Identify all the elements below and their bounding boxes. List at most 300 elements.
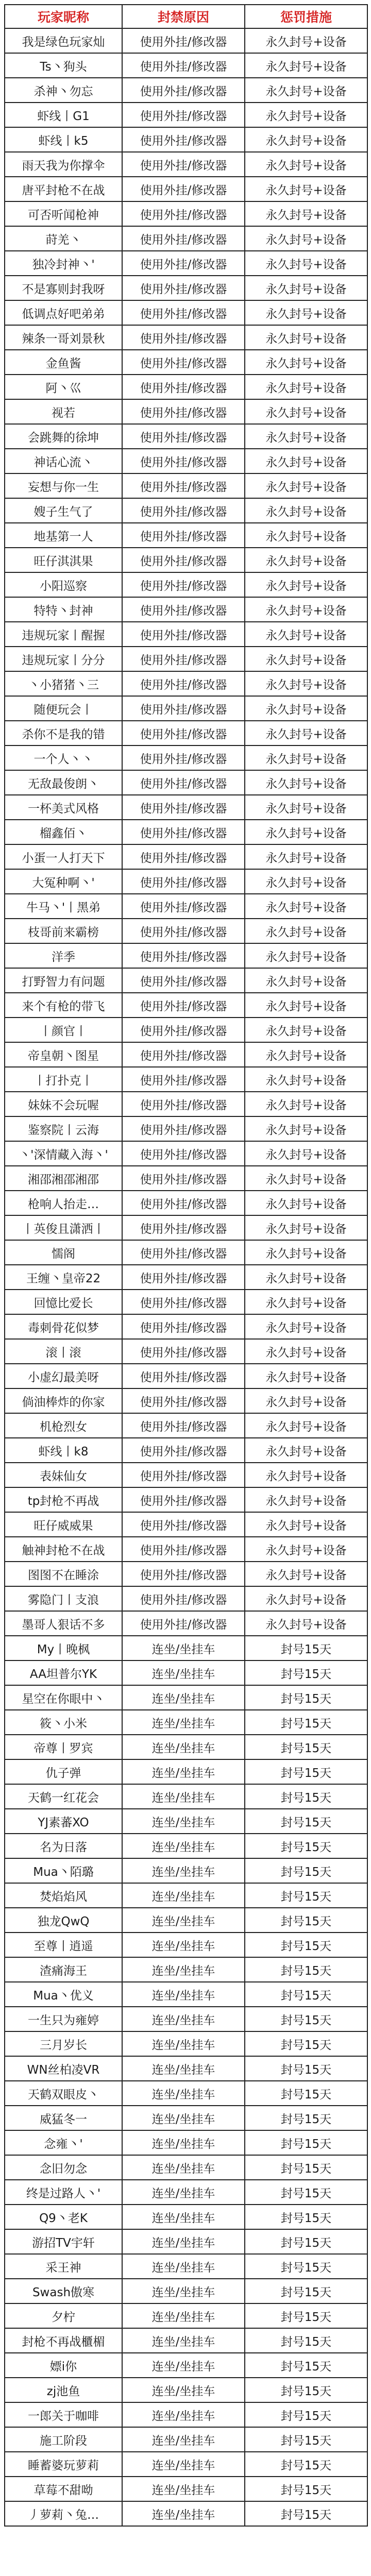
table-row [5, 399, 367, 424]
penalty-cell: 封号15天 [245, 2254, 367, 2279]
penalty-cell: 永久封号+设备 [245, 572, 367, 597]
penalty-cell: 封号15天 [245, 2229, 367, 2254]
table-row [5, 1858, 367, 1883]
player-name-cell: Mua丶陌璐 [5, 1858, 122, 1883]
penalty-cell: 永久封号+设备 [245, 1438, 367, 1463]
player-name-cell: 星空在你眼中丶 [5, 1685, 122, 1710]
table-row [5, 226, 367, 251]
player-name-cell: 来个有枪的带飞 [5, 993, 122, 1018]
table-row [5, 745, 367, 770]
table-row [5, 28, 367, 53]
player-name-cell: 筱丶小米 [5, 1710, 122, 1735]
player-name-cell: 游招TV宇轩 [5, 2229, 122, 2254]
player-name-cell: 会跳舞的徐坤 [5, 424, 122, 449]
ban-reason-cell: 使用外挂/修改器 [122, 325, 245, 350]
table-row [5, 1215, 367, 1240]
ban-reason-cell: 使用外挂/修改器 [122, 1092, 245, 1116]
ban-reason-cell: 使用外挂/修改器 [122, 696, 245, 721]
player-name-cell: 丨英俊且潇洒丨 [5, 1215, 122, 1240]
player-name-cell: 睡蓄婆玩萝莉 [5, 2452, 122, 2477]
table-row [5, 350, 367, 375]
ban-reason-cell: 使用外挂/修改器 [122, 1116, 245, 1141]
player-name-cell: Swash傲寒 [5, 2279, 122, 2303]
ban-reason-cell: 使用外挂/修改器 [122, 671, 245, 696]
penalty-cell: 永久封号+设备 [245, 1586, 367, 1611]
player-name-cell: 小阳巡察 [5, 572, 122, 597]
penalty-cell: 永久封号+设备 [245, 78, 367, 103]
table-row [5, 523, 367, 548]
ban-reason-cell: 使用外挂/修改器 [122, 152, 245, 177]
penalty-cell: 永久封号+设备 [245, 201, 367, 226]
penalty-cell: 永久封号+设备 [245, 795, 367, 820]
table-row [5, 1364, 367, 1388]
penalty-cell: 封号15天 [245, 2303, 367, 2328]
table-row [5, 647, 367, 671]
penalty-cell: 封号15天 [245, 1784, 367, 1809]
penalty-cell: 封号15天 [245, 2427, 367, 2452]
ban-reason-cell: 连坐/坐挂车 [122, 1834, 245, 1858]
player-name-cell: zj池鱼 [5, 2378, 122, 2402]
penalty-cell: 封号15天 [245, 1834, 367, 1858]
ban-reason-cell: 连坐/坐挂车 [122, 2081, 245, 2106]
player-name-cell: 至尊丨逍遥 [5, 1933, 122, 1957]
penalty-cell: 永久封号+设备 [245, 449, 367, 473]
table-row [5, 622, 367, 647]
player-name-cell: 一生只为雍婷 [5, 2007, 122, 2031]
penalty-cell: 永久封号+设备 [245, 1339, 367, 1364]
penalty-cell: 永久封号+设备 [245, 1364, 367, 1388]
table-row [5, 1413, 367, 1438]
table-row [5, 894, 367, 919]
player-name-cell: 不是寡则封我呀 [5, 276, 122, 300]
player-name-cell: 渣痛海王 [5, 1957, 122, 1982]
penalty-cell: 永久封号+设备 [245, 869, 367, 894]
table-row [5, 2303, 367, 2328]
penalty-cell: 封号15天 [245, 1660, 367, 1685]
ban-reason-cell: 连坐/坐挂车 [122, 1710, 245, 1735]
ban-reason-cell: 使用外挂/修改器 [122, 424, 245, 449]
ban-reason-cell: 连坐/坐挂车 [122, 2303, 245, 2328]
ban-reason-cell: 使用外挂/修改器 [122, 1413, 245, 1438]
table-row [5, 2328, 367, 2353]
ban-reason-cell: 连坐/坐挂车 [122, 2007, 245, 2031]
ban-reason-cell: 使用外挂/修改器 [122, 1265, 245, 1290]
ban-reason-cell: 连坐/坐挂车 [122, 2477, 245, 2501]
ban-reason-cell: 使用外挂/修改器 [122, 869, 245, 894]
ban-reason-cell: 使用外挂/修改器 [122, 622, 245, 647]
table-row [5, 473, 367, 498]
table-row [5, 1512, 367, 1537]
player-name-cell: 念雍丶' [5, 2130, 122, 2155]
player-name-cell: 低调点好吧弟弟 [5, 300, 122, 325]
ban-reason-cell: 使用外挂/修改器 [122, 1388, 245, 1413]
penalty-cell: 永久封号+设备 [245, 770, 367, 795]
player-name-cell: 雾隐门丨支浪 [5, 1586, 122, 1611]
header-player-name: 玩家昵称 [5, 5, 122, 28]
player-name-cell: 虾线丨G1 [5, 103, 122, 127]
penalty-cell: 永久封号+设备 [245, 943, 367, 968]
penalty-cell: 永久封号+设备 [245, 647, 367, 671]
ban-reason-cell: 使用外挂/修改器 [122, 894, 245, 919]
table-row [5, 721, 367, 745]
ban-reason-cell: 连坐/坐挂车 [122, 1685, 245, 1710]
player-name-cell: YJ素蕃XO [5, 1809, 122, 1834]
player-name-cell: 唐平封枪不在战 [5, 177, 122, 201]
table-row [5, 993, 367, 1018]
ban-reason-cell: 连坐/坐挂车 [122, 1908, 245, 1933]
ban-reason-cell: 使用外挂/修改器 [122, 1290, 245, 1314]
table-row [5, 1388, 367, 1413]
ban-reason-cell: 连坐/坐挂车 [122, 1982, 245, 2007]
ban-reason-cell: 使用外挂/修改器 [122, 103, 245, 127]
ban-reason-cell: 使用外挂/修改器 [122, 1191, 245, 1215]
player-name-cell: 滚丨滚 [5, 1339, 122, 1364]
table-row [5, 1957, 367, 1982]
player-name-cell: 辣条一哥刘景秋 [5, 325, 122, 350]
table-row [5, 919, 367, 943]
ban-reason-cell: 使用外挂/修改器 [122, 1067, 245, 1092]
table-row [5, 2452, 367, 2477]
player-name-cell: My丨晚枫 [5, 1636, 122, 1660]
penalty-cell: 永久封号+设备 [245, 548, 367, 572]
table-row [5, 1240, 367, 1265]
ban-reason-cell: 使用外挂/修改器 [122, 1339, 245, 1364]
penalty-cell: 封号15天 [245, 1982, 367, 2007]
penalty-cell: 封号15天 [245, 2477, 367, 2501]
penalty-cell: 永久封号+设备 [245, 53, 367, 78]
penalty-cell: 封号15天 [245, 2353, 367, 2378]
penalty-cell: 封号15天 [245, 2106, 367, 2130]
penalty-cell: 封号15天 [245, 2501, 367, 2526]
table-row [5, 1487, 367, 1512]
table-row [5, 1018, 367, 1042]
player-name-cell: 湘邵湘邵湘邵 [5, 1166, 122, 1191]
player-name-cell: 图图不在睡涂 [5, 1562, 122, 1586]
player-name-cell: Q9丶老K [5, 2205, 122, 2229]
ban-reason-cell: 连坐/坐挂车 [122, 2155, 245, 2180]
penalty-cell: 封号15天 [245, 1908, 367, 1933]
penalty-cell: 永久封号+设备 [245, 919, 367, 943]
table-row [5, 251, 367, 276]
table-row [5, 1166, 367, 1191]
penalty-cell: 永久封号+设备 [245, 1240, 367, 1265]
penalty-cell: 永久封号+设备 [245, 325, 367, 350]
table-row [5, 696, 367, 721]
penalty-cell: 永久封号+设备 [245, 820, 367, 844]
ban-reason-cell: 连坐/坐挂车 [122, 1809, 245, 1834]
table-row [5, 2106, 367, 2130]
player-name-cell: 违规玩家丨分分 [5, 647, 122, 671]
table-row [5, 2229, 367, 2254]
table-row [5, 1908, 367, 1933]
player-name-cell: 威猛冬一 [5, 2106, 122, 2130]
player-name-cell: 天鹤一红花会 [5, 1784, 122, 1809]
ban-reason-cell: 连坐/坐挂车 [122, 2452, 245, 2477]
ban-reason-cell: 使用外挂/修改器 [122, 399, 245, 424]
player-name-cell: 采王神 [5, 2254, 122, 2279]
ban-reason-cell: 使用外挂/修改器 [122, 449, 245, 473]
table-row [5, 2501, 367, 2526]
table-row [5, 869, 367, 894]
table-row [5, 1314, 367, 1339]
ban-reason-cell: 使用外挂/修改器 [122, 1586, 245, 1611]
table-row [5, 1759, 367, 1784]
penalty-cell: 封号15天 [245, 2452, 367, 2477]
table-row [5, 1660, 367, 1685]
penalty-cell: 永久封号+设备 [245, 276, 367, 300]
header-row [5, 5, 367, 28]
player-name-cell: 独冷封神丶' [5, 251, 122, 276]
table-row [5, 2130, 367, 2155]
table-row [5, 1710, 367, 1735]
table-row [5, 1092, 367, 1116]
table-row [5, 2378, 367, 2402]
table-row [5, 1611, 367, 1636]
player-name-cell: WN丝柏凌VR [5, 2056, 122, 2081]
table-row [5, 548, 367, 572]
table-row [5, 2007, 367, 2031]
table-row [5, 572, 367, 597]
penalty-cell: 封号15天 [245, 1710, 367, 1735]
ban-reason-cell: 使用外挂/修改器 [122, 251, 245, 276]
player-name-cell: 回憶比爱长 [5, 1290, 122, 1314]
table-row [5, 1883, 367, 1908]
player-name-cell: 念旧勿念 [5, 2155, 122, 2180]
player-name-cell: 榴鑫佰丶 [5, 820, 122, 844]
table-row [5, 300, 367, 325]
ban-reason-cell: 使用外挂/修改器 [122, 1141, 245, 1166]
penalty-cell: 永久封号+设备 [245, 103, 367, 127]
ban-reason-cell: 连坐/坐挂车 [122, 1933, 245, 1957]
ban-reason-cell: 使用外挂/修改器 [122, 350, 245, 375]
penalty-cell: 永久封号+设备 [245, 1141, 367, 1166]
ban-reason-cell: 使用外挂/修改器 [122, 548, 245, 572]
table-row [5, 78, 367, 103]
ban-reason-cell: 连坐/坐挂车 [122, 2056, 245, 2081]
ban-reason-cell: 连坐/坐挂车 [122, 2031, 245, 2056]
ban-reason-cell: 使用外挂/修改器 [122, 572, 245, 597]
penalty-cell: 永久封号+设备 [245, 1018, 367, 1042]
penalty-cell: 永久封号+设备 [245, 622, 367, 647]
player-name-cell: 金鱼酱 [5, 350, 122, 375]
table-body [5, 28, 367, 2526]
penalty-cell: 永久封号+设备 [245, 1166, 367, 1191]
penalty-cell: 永久封号+设备 [245, 152, 367, 177]
table-row [5, 943, 367, 968]
table-row [5, 820, 367, 844]
table-row [5, 2279, 367, 2303]
ban-reason-cell: 使用外挂/修改器 [122, 597, 245, 622]
ban-reason-cell: 使用外挂/修改器 [122, 1364, 245, 1388]
ban-reason-cell: 使用外挂/修改器 [122, 1215, 245, 1240]
player-name-cell: 我是绿色玩家灿 [5, 28, 122, 53]
ban-reason-cell: 使用外挂/修改器 [122, 820, 245, 844]
ban-reason-cell: 连坐/坐挂车 [122, 1784, 245, 1809]
ban-reason-cell: 连坐/坐挂车 [122, 2229, 245, 2254]
ban-list-table [4, 4, 368, 2527]
penalty-cell: 封号15天 [245, 1809, 367, 1834]
player-name-cell: 妄想与你一生 [5, 473, 122, 498]
penalty-cell: 封号15天 [245, 1735, 367, 1759]
player-name-cell: 机枪烈女 [5, 1413, 122, 1438]
player-name-cell: 神话心流丶 [5, 449, 122, 473]
ban-reason-cell: 使用外挂/修改器 [122, 1512, 245, 1537]
penalty-cell: 永久封号+设备 [245, 1067, 367, 1092]
ban-reason-cell: 连坐/坐挂车 [122, 1735, 245, 1759]
ban-reason-cell: 使用外挂/修改器 [122, 770, 245, 795]
table-row [5, 1042, 367, 1067]
table-row [5, 1191, 367, 1215]
penalty-cell: 封号15天 [245, 1759, 367, 1784]
table-row [5, 424, 367, 449]
ban-reason-cell: 使用外挂/修改器 [122, 993, 245, 1018]
penalty-cell: 永久封号+设备 [245, 498, 367, 523]
penalty-cell: 封号15天 [245, 2155, 367, 2180]
table-row [5, 1933, 367, 1957]
penalty-cell: 永久封号+设备 [245, 721, 367, 745]
player-name-cell: 墨哥人狠话不多 [5, 1611, 122, 1636]
table-row [5, 201, 367, 226]
table-row [5, 2205, 367, 2229]
table-row [5, 795, 367, 820]
penalty-cell: 永久封号+设备 [245, 696, 367, 721]
penalty-cell: 永久封号+设备 [245, 1487, 367, 1512]
ban-reason-cell: 使用外挂/修改器 [122, 968, 245, 993]
penalty-cell: 永久封号+设备 [245, 177, 367, 201]
ban-reason-cell: 使用外挂/修改器 [122, 943, 245, 968]
table-row [5, 152, 367, 177]
table-row [5, 276, 367, 300]
player-name-cell: 表妹仙女 [5, 1463, 122, 1487]
table-row [5, 1537, 367, 1562]
ban-reason-cell: 使用外挂/修改器 [122, 721, 245, 745]
player-name-cell: 毒刺骨花似梦 [5, 1314, 122, 1339]
ban-reason-cell: 连坐/坐挂车 [122, 1759, 245, 1784]
ban-reason-cell: 使用外挂/修改器 [122, 28, 245, 53]
penalty-cell: 永久封号+设备 [245, 375, 367, 399]
table-row [5, 1438, 367, 1463]
penalty-cell: 永久封号+设备 [245, 523, 367, 548]
ban-reason-cell: 使用外挂/修改器 [122, 177, 245, 201]
ban-reason-cell: 连坐/坐挂车 [122, 2402, 245, 2427]
penalty-cell: 封号15天 [245, 1957, 367, 1982]
table-row [5, 1809, 367, 1834]
penalty-cell: 永久封号+设备 [245, 424, 367, 449]
player-name-cell: 视若 [5, 399, 122, 424]
player-name-cell: 虾线丨k8 [5, 1438, 122, 1463]
ban-reason-cell: 使用外挂/修改器 [122, 795, 245, 820]
ban-reason-cell: 使用外挂/修改器 [122, 523, 245, 548]
ban-reason-cell: 连坐/坐挂车 [122, 1858, 245, 1883]
ban-reason-cell: 使用外挂/修改器 [122, 1537, 245, 1562]
table-row [5, 449, 367, 473]
player-name-cell: 旺仔威威果 [5, 1512, 122, 1537]
player-name-cell: 杀你不是我的错 [5, 721, 122, 745]
ban-reason-cell: 连坐/坐挂车 [122, 2254, 245, 2279]
player-name-cell: 懦阁 [5, 1240, 122, 1265]
player-name-cell: 虾线丨k5 [5, 127, 122, 152]
table-row [5, 1463, 367, 1487]
player-name-cell: 丿萝莉丶兔… [5, 2501, 122, 2526]
penalty-cell: 永久封号+设备 [245, 1537, 367, 1562]
penalty-cell: 封号15天 [245, 2081, 367, 2106]
table-row [5, 671, 367, 696]
player-name-cell: 焚焰焰风 [5, 1883, 122, 1908]
player-name-cell: 雨天我为你撑伞 [5, 152, 122, 177]
player-name-cell: Mua丶优义 [5, 1982, 122, 2007]
table-row [5, 2155, 367, 2180]
penalty-cell: 永久封号+设备 [245, 993, 367, 1018]
header-penalty: 惩罚措施 [245, 5, 367, 28]
player-name-cell: 鉴察院丨云海 [5, 1116, 122, 1141]
player-name-cell: 一杯美式风格 [5, 795, 122, 820]
player-name-cell: 三月岁长 [5, 2031, 122, 2056]
ban-reason-cell: 使用外挂/修改器 [122, 919, 245, 943]
penalty-cell: 永久封号+设备 [245, 1265, 367, 1290]
table-row [5, 1116, 367, 1141]
player-name-cell: 枪响人抬走… [5, 1191, 122, 1215]
player-name-cell: 施工阶段 [5, 2427, 122, 2452]
penalty-cell: 永久封号+设备 [245, 1092, 367, 1116]
player-name-cell: 阿丶巛 [5, 375, 122, 399]
table-row [5, 2056, 367, 2081]
penalty-cell: 封号15天 [245, 1685, 367, 1710]
table-row [5, 375, 367, 399]
table-row [5, 968, 367, 993]
penalty-cell: 永久封号+设备 [245, 745, 367, 770]
player-name-cell: 封枪不再战櫃楣 [5, 2328, 122, 2353]
player-name-cell: 一个人丶丶 [5, 745, 122, 770]
table-row [5, 1834, 367, 1858]
player-name-cell: 触神封枪不在战 [5, 1537, 122, 1562]
table-row [5, 127, 367, 152]
penalty-cell: 封号15天 [245, 2056, 367, 2081]
ban-reason-cell: 使用外挂/修改器 [122, 375, 245, 399]
player-name-cell: 特特丶封神 [5, 597, 122, 622]
table-row [5, 1339, 367, 1364]
penalty-cell: 永久封号+设备 [245, 1611, 367, 1636]
ban-reason-cell: 使用外挂/修改器 [122, 78, 245, 103]
table-row [5, 1636, 367, 1660]
player-name-cell: 天鹤双眼皮丶 [5, 2081, 122, 2106]
table-row [5, 1141, 367, 1166]
table-row [5, 498, 367, 523]
player-name-cell: 莳羌丶 [5, 226, 122, 251]
player-name-cell: 丨颜官丨 [5, 1018, 122, 1042]
ban-reason-cell: 连坐/坐挂车 [122, 2501, 245, 2526]
player-name-cell: 打野智力有问题 [5, 968, 122, 993]
penalty-cell: 永久封号+设备 [245, 1290, 367, 1314]
ban-reason-cell: 使用外挂/修改器 [122, 1463, 245, 1487]
ban-reason-cell: 连坐/坐挂车 [122, 1660, 245, 1685]
penalty-cell: 永久封号+设备 [245, 1191, 367, 1215]
penalty-cell: 永久封号+设备 [245, 671, 367, 696]
ban-reason-cell: 使用外挂/修改器 [122, 1562, 245, 1586]
table-row [5, 2031, 367, 2056]
player-name-cell: 丶'深情藏入海丶' [5, 1141, 122, 1166]
ban-reason-cell: 连坐/坐挂车 [122, 2130, 245, 2155]
penalty-cell: 封号15天 [245, 2031, 367, 2056]
table-row [5, 1784, 367, 1809]
ban-reason-cell: 连坐/坐挂车 [122, 1883, 245, 1908]
ban-reason-cell: 连坐/坐挂车 [122, 2353, 245, 2378]
ban-reason-cell: 连坐/坐挂车 [122, 1957, 245, 1982]
ban-reason-cell: 使用外挂/修改器 [122, 647, 245, 671]
ban-reason-cell: 连坐/坐挂车 [122, 2106, 245, 2130]
penalty-cell: 封号15天 [245, 2328, 367, 2353]
player-name-cell: 无敌最俊朗丶 [5, 770, 122, 795]
player-name-cell: 草莓不甜呦 [5, 2477, 122, 2501]
